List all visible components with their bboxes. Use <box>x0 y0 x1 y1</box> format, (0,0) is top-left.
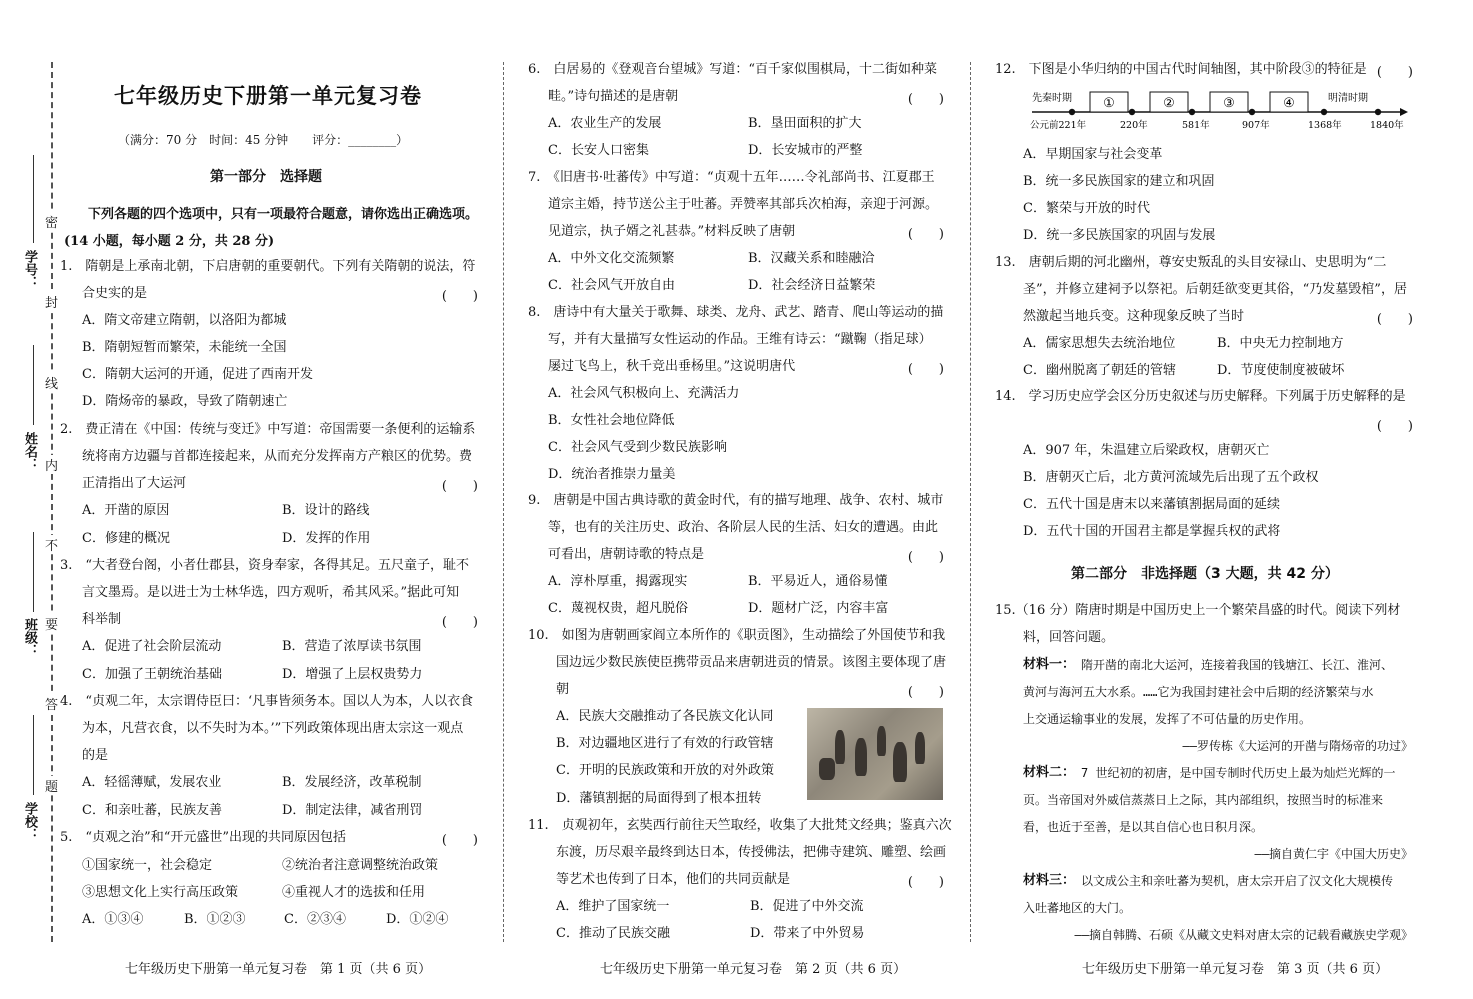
option-a[interactable]: A．淳朴厚重，揭露现实 <box>548 574 688 589</box>
statement-3: ③思想文化上实行高压政策 <box>82 885 239 900</box>
answer-blank[interactable]: ( ) <box>1376 312 1413 327</box>
answer-blank[interactable]: ( ) <box>441 833 478 848</box>
page-divider <box>970 62 971 942</box>
material-2-label: 材料二： <box>1023 765 1076 780</box>
instructions: 下列各题的四个选项中，只有一项最符合题意，请你选出正确选项。 <box>88 207 479 222</box>
question-text: 道宗主婚，持节送公主于吐蕃。弄赞率其部兵次柏海，亲迎于河源。 <box>548 197 939 212</box>
part-2-heading: 第二部分 非选择题（3 大题，共 42 分） <box>1071 566 1339 582</box>
class-label: 班级： <box>22 618 37 657</box>
material-1-source: ——罗传栋《大运河的开凿与隋炀帝的功过》 <box>1182 739 1413 753</box>
class-write-line[interactable] <box>33 532 34 612</box>
page-1 <box>60 0 478 999</box>
option-b[interactable]: B．平易近人，通俗易懂 <box>748 574 888 589</box>
timeline-point <box>1129 109 1135 115</box>
seal-char: 要 <box>45 614 58 633</box>
question-text: 然激起当地兵变。这种现象反映了当时 <box>1023 309 1245 324</box>
option-c[interactable]: C．②③④ <box>284 912 346 927</box>
option-b[interactable]: B．营造了浓厚读书氛围 <box>282 639 422 654</box>
option-b[interactable]: B．女性社会地位降低 <box>548 413 675 428</box>
timeline-tick-label: 220年 <box>1120 120 1148 131</box>
timeline-tick-label: 907年 <box>1242 120 1270 131</box>
material-1-text: 隋开凿的南北大运河，连接着我国的钱塘江、长江、淮河、 <box>1081 658 1394 672</box>
question-text: 4. “贞观二年，太宗谓侍臣曰：‘凡事皆须务本。国以人为本，人以衣食 <box>60 694 474 709</box>
option-b[interactable]: B．设计的路线 <box>282 503 370 518</box>
question-text: 料，回答问题。 <box>1023 630 1115 645</box>
question-text: 的是 <box>82 748 109 763</box>
question-text: 见道宗，执子婿之礼甚恭。”材料反映了唐朝 <box>548 224 796 239</box>
question-text: 畦。”诗句描述的是唐朝 <box>548 89 679 104</box>
option-d[interactable]: D．①②④ <box>386 912 449 927</box>
score-line: （满分：70 分 时间：45 分钟 评分：________） <box>118 133 409 147</box>
question-text: 为本，凡营衣食，以不失时为本。’”下列政策体现出唐太宗这一观点 <box>82 721 464 736</box>
option-d[interactable]: D．长安城市的严整 <box>748 143 863 158</box>
material-2-text: 页。当帝国对外威信蒸蒸日上之际，其内部组织，按照当时的标准来 <box>1023 793 1384 807</box>
answer-blank[interactable]: ( ) <box>441 615 478 630</box>
answer-blank[interactable]: ( ) <box>441 289 478 304</box>
page-footer: 七年级历史下册第一单元复习卷 第 2 页（共 6 页） <box>600 962 907 977</box>
option-c[interactable]: C．开明的民族政策和开放的对外政策 <box>556 763 774 778</box>
option-c[interactable]: C．加强了王朝统治基础 <box>82 667 222 682</box>
timeline-tick-label: 1368年 <box>1308 120 1342 131</box>
answer-blank[interactable]: ( ) <box>907 550 944 565</box>
option-d[interactable]: D．隋炀帝的暴政，导致了隋朝速亡 <box>82 394 288 409</box>
option-a[interactable]: A．农业生产的发展 <box>548 116 662 131</box>
page-title: 七年级历史下册第一单元复习卷 <box>114 84 422 108</box>
question-text: 5. “贞观之治”和“开元盛世”出现的共同原因包括 <box>60 830 346 845</box>
answer-blank[interactable]: ( ) <box>907 875 944 890</box>
name-label: 姓名： <box>22 432 37 471</box>
timeline-point <box>1249 109 1255 115</box>
question-text: 东渡，历尽艰辛最终到达日本，传授佛法，把佛寺建筑、雕塑、绘画 <box>556 845 947 860</box>
question-text: 13. 唐朝后期的河北幽州，尊安史叛乱的头目安禄山、史思明为“二 <box>995 255 1387 270</box>
timeline-stage-label: ① <box>1103 96 1115 111</box>
timeline-stage-label: ④ <box>1283 96 1295 111</box>
question-text: 1. 隋朝是上承南北朝，下启唐朝的重要朝代。下列有关隋朝的说法，符 <box>60 259 476 274</box>
option-d[interactable]: D．制定法律，减省刑罚 <box>282 803 423 818</box>
question-text: 6. 白居易的《登观音台望城》写道：“百千家似围棋局，十二街如种菜 <box>528 62 938 77</box>
timeline-arrow-icon <box>1400 108 1408 116</box>
option-a[interactable]: A．民族大交融推动了各民族文化认同 <box>556 709 774 724</box>
option-a[interactable]: A．隋文帝建立隋朝，以洛阳为都城 <box>82 313 287 328</box>
option-c[interactable]: C．长安人口密集 <box>548 143 649 158</box>
material-3-text: 以文成公主和亲吐蕃为契机，唐太宗开启了汉文化大规模传 <box>1081 874 1394 888</box>
question-text: 14. 学习历史应学会区分历史叙述与历史解释。下列属于历史解释的是 <box>995 389 1406 404</box>
question-text: 正清指出了大运河 <box>82 476 187 491</box>
timeline-point <box>1069 109 1075 115</box>
option-a[interactable]: A．维护了国家统一 <box>556 899 670 914</box>
material-1-text: 黄河与海河五大水系。……它为我国封建社会中后期的经济繁荣与水 <box>1023 685 1374 699</box>
answer-blank[interactable]: ( ) <box>1376 419 1413 434</box>
option-a[interactable]: A．907 年，朱温建立后梁政权，唐朝灭亡 <box>1023 443 1270 458</box>
timeline-tick-label: 公元前221年 <box>1030 120 1087 131</box>
answer-blank[interactable]: ( ) <box>1376 65 1413 80</box>
option-b[interactable]: B．唐朝灭亡后，北方黄河流域先后出现了五个政权 <box>1023 470 1319 485</box>
statement-2: ②统治者注意调整统治政策 <box>282 858 439 873</box>
question-text: 圣”，并修立建祠予以祭祀。后朝廷欲变更其俗，“乃发墓毁棺”，居 <box>1023 282 1407 297</box>
option-a[interactable]: A．早期国家与社会变革 <box>1023 147 1163 162</box>
question-text: 言文墨焉。是以进士为士林华选，四方观听，希其风采。”据此可知 <box>82 585 460 600</box>
option-d[interactable]: D．统一多民族国家的巩固与发展 <box>1023 228 1216 243</box>
page-3 <box>995 0 1413 999</box>
question-text: 11. 贞观初年，玄奘西行前往天竺取经，收集了大批梵文经典；鉴真六次 <box>528 818 952 833</box>
option-b[interactable]: B．隋朝短暂而繁荣，未能统一全国 <box>82 340 287 355</box>
answer-blank[interactable]: ( ) <box>907 685 944 700</box>
question-text: 8. 唐诗中有大量关于歌舞、球类、龙舟、武艺、踏青、爬山等运动的描 <box>528 305 944 320</box>
instructions-count: (14 小题，每小题 2 分，共 28 分) <box>64 234 275 249</box>
question-text: 国边远少数民族使臣携带贡品来唐朝进贡的情景。该图主要体现了唐 <box>556 655 947 670</box>
question-text: 12. 下图是小华归纳的中国古代时间轴图，其中阶段③的特征是 <box>995 62 1367 77</box>
option-a[interactable]: A．促进了社会阶层流动 <box>82 639 222 654</box>
option-a[interactable]: A．轻徭薄赋，发展农业 <box>82 775 222 790</box>
seal-char: 不 <box>45 535 58 554</box>
question-text: 可看出，唐朝诗歌的特点是 <box>548 547 705 562</box>
option-c[interactable]: C．五代十国是唐末以来藩镇割据局面的延续 <box>1023 497 1280 512</box>
question-text: 15.（16 分）隋唐时期是中国历史上一个繁荣昌盛的时代。阅读下列材 <box>995 603 1401 618</box>
option-c[interactable]: C．幽州脱离了朝廷的管辖 <box>1023 363 1176 378</box>
option-d[interactable]: D．五代十国的开国君主都是掌握兵权的武将 <box>1023 524 1281 539</box>
answer-blank[interactable]: ( ) <box>907 362 944 377</box>
seal-char: 题 <box>45 776 58 795</box>
seal-char: 线 <box>45 373 58 392</box>
option-d[interactable]: D．题材广泛，内容丰富 <box>748 601 889 616</box>
material-2-source: ——摘自黄仁宇《中国大历史》 <box>1254 847 1413 861</box>
option-a[interactable]: A．开凿的原因 <box>82 503 170 518</box>
option-b[interactable]: B．①②③ <box>184 912 246 927</box>
question-text: 等，也有的关注历史、政治、各阶层人民的生活、妇女的遭遇。由此 <box>548 520 939 535</box>
option-c[interactable]: C．繁荣与开放的时代 <box>1023 201 1150 216</box>
option-b[interactable]: B．发展经济，改革税制 <box>282 775 422 790</box>
question-text: 2. 费正清在《中国：传统与变迁》中写道：帝国需要一条便利的运输系 <box>60 422 476 437</box>
school-write-line[interactable] <box>33 715 34 795</box>
question-text: 10. 如图为唐朝画家阎立本所作的《职贡图》，生动描绘了外国使节和我 <box>528 628 946 643</box>
question-text: 统将南方边疆与首都连接起来，从而充分发挥南方产粮区的优势。费 <box>82 449 473 464</box>
option-c[interactable]: C．隋朝大运河的开通，促进了西南开发 <box>82 367 313 382</box>
student-id-write-line[interactable] <box>33 155 34 243</box>
option-b[interactable]: B．统一多民族国家的建立和巩固 <box>1023 174 1215 189</box>
option-a[interactable]: A．社会风气积极向上、充满活力 <box>548 386 740 401</box>
question-text: 7. 《旧唐书·吐蕃传》中写道：“贞观十五年……令礼部尚书、江夏郡王 <box>528 170 935 185</box>
material-3-text: 入吐蕃地区的大门。 <box>1023 901 1132 915</box>
seal-char: 内 <box>45 455 58 474</box>
material-3-label: 材料三： <box>1023 873 1076 888</box>
page-footer: 七年级历史下册第一单元复习卷 第 1 页（共 6 页） <box>125 962 432 977</box>
question-text: 等艺术也传到了日本，他们的共同贡献是 <box>556 872 791 887</box>
option-c[interactable]: C．修建的概况 <box>82 531 170 546</box>
question-text: 9. 唐朝是中国古典诗歌的黄金时代，有的描写地理、战争、农村、城市 <box>528 493 944 508</box>
option-d[interactable]: D．社会经济日益繁荣 <box>748 278 876 293</box>
statement-1: ①国家统一，社会稳定 <box>82 858 213 873</box>
option-b[interactable]: B．中央无力控制地方 <box>1217 336 1344 351</box>
timeline-point <box>1189 109 1195 115</box>
material-2-text: 看，也近于至善，是以其自信心也日积月深。 <box>1023 820 1264 834</box>
option-b[interactable]: B．汉藏关系和睦融洽 <box>748 251 875 266</box>
page-footer: 七年级历史下册第一单元复习卷 第 3 页（共 6 页） <box>1082 962 1389 977</box>
option-c[interactable]: C．推动了民族交融 <box>556 926 670 941</box>
option-b[interactable]: B．垦田面积的扩大 <box>748 116 862 131</box>
option-b[interactable]: B．对边疆地区进行了有效的行政管辖 <box>556 736 774 751</box>
dashed-cut-line <box>51 62 53 942</box>
option-d[interactable]: D．带来了中外贸易 <box>750 926 865 941</box>
seal-char: 封 <box>45 292 58 311</box>
material-1-label: 材料一： <box>1023 657 1076 672</box>
timeline-point <box>1375 109 1381 115</box>
page-divider <box>503 62 504 942</box>
tribute-painting-image <box>807 708 943 800</box>
timeline-point <box>1321 109 1327 115</box>
option-c[interactable]: C．和亲吐蕃，民族友善 <box>82 803 222 818</box>
answer-blank[interactable]: ( ) <box>907 92 944 107</box>
seal-char: 密 <box>45 212 58 231</box>
timeline-tick-label: 1840年 <box>1370 120 1404 131</box>
timeline-stage-label: ③ <box>1223 96 1235 111</box>
option-a[interactable]: A．①③④ <box>82 912 144 927</box>
statement-4: ④重视人才的选拔和任用 <box>282 885 426 900</box>
question-text: 屡过飞鸟上，秋千竞出垂杨里。”这说明唐代 <box>548 359 796 374</box>
option-c[interactable]: C．社会风气开放自由 <box>548 278 675 293</box>
option-d[interactable]: D．发挥的作用 <box>282 531 371 546</box>
timeline-left-label: 先秦时期 <box>1032 93 1072 104</box>
question-text: 写，并有大量描写女性运动的作品。王维有诗云：“蹴鞠（指足球） <box>548 332 932 347</box>
timeline-right-label: 明清时期 <box>1328 93 1368 104</box>
answer-blank[interactable]: ( ) <box>441 479 478 494</box>
seal-char: 答 <box>45 694 58 713</box>
student-id-label: 学号： <box>22 250 37 289</box>
option-d[interactable]: D．增强了上层权贵势力 <box>282 667 423 682</box>
name-write-line[interactable] <box>33 345 34 425</box>
question-text: 合史实的是 <box>82 286 148 301</box>
option-d[interactable]: D．节度使制度被破坏 <box>1217 363 1345 378</box>
option-c[interactable]: C．社会风气受到少数民族影响 <box>548 440 727 455</box>
question-text: 3. “大者登台阁，小者仕郡县，资身奉家，各得其足。五尺童子，耻不 <box>60 558 470 573</box>
option-d[interactable]: D．藩镇割据的局面得到了根本扭转 <box>556 791 762 806</box>
timeline-stage-label: ② <box>1163 96 1175 111</box>
question-text: 科举制 <box>82 612 122 627</box>
timeline-diagram <box>1028 86 1428 136</box>
material-3-source: ——摘自韩腾、石硕《从藏文史料对唐太宗的记载看藏族史学观》 <box>1074 928 1413 942</box>
material-2-text: 7 世纪初的初唐，是中国专制时代历史上最为灿烂光辉的一 <box>1081 766 1396 780</box>
option-d[interactable]: D．统治者推崇力量美 <box>548 467 676 482</box>
question-text: 朝 <box>556 682 570 697</box>
timeline-tick-label: 581年 <box>1182 120 1210 131</box>
option-b[interactable]: B．促进了中外交流 <box>750 899 864 914</box>
option-a[interactable]: A．中外文化交流频繁 <box>548 251 675 266</box>
option-c[interactable]: C．蔑视权贵，超凡脱俗 <box>548 601 688 616</box>
option-a[interactable]: A．儒家思想失去统治地位 <box>1023 336 1176 351</box>
part-1-heading: 第一部分 选择题 <box>210 169 322 185</box>
school-label: 学校： <box>22 802 37 841</box>
material-1-text: 上交通运输事业的发展，发挥了不可估量的历史作用。 <box>1023 712 1312 726</box>
answer-blank[interactable]: ( ) <box>907 227 944 242</box>
page-2 <box>528 0 952 999</box>
